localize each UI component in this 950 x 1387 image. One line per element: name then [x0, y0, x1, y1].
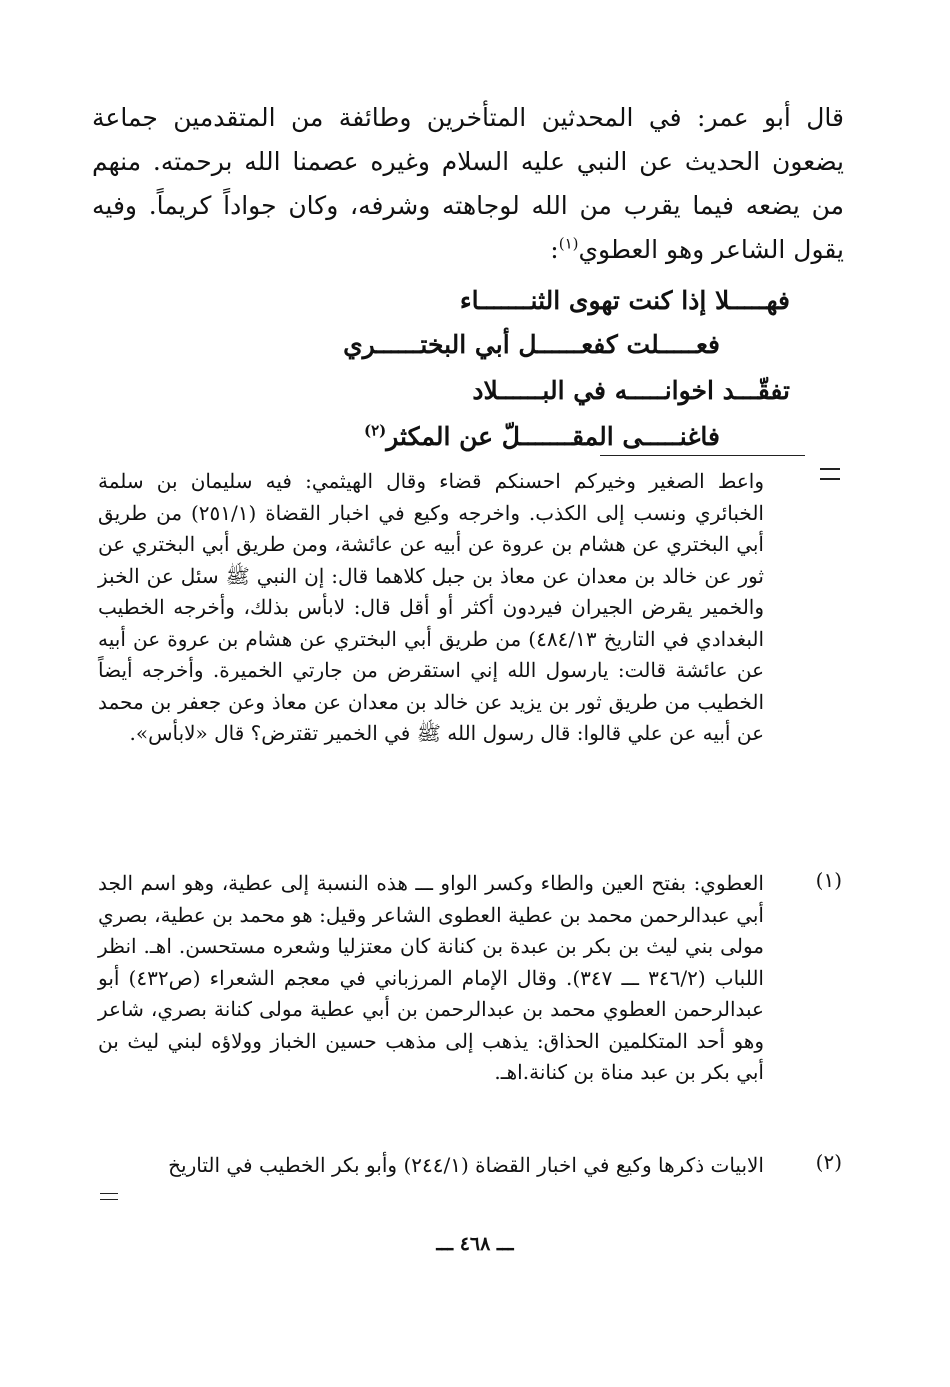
- continuation-marker-text: [820, 458, 837, 482]
- footnote-continuation: [98, 466, 764, 750]
- main-paragraph-text: قال أبو عمر: في المحدثين المتأخرين وطائفة من المتقدمين جماعة يضعون الحديث عن النبي عليه السلام وغيره عصمنا الله برحمته. منهم من يضعه فيما يقرب من الله لوجاهته وشرفه، وكان جواداً كريماً. وفيه يقول الشاعر وهو العطوي: [92, 103, 844, 264]
- page-number: ـــ ٤٦٨ ـــ: [436, 1233, 514, 1255]
- footnote-2: [98, 1150, 764, 1182]
- poem-verse-1: فهـــــلا إذا كنت تهوى الثنـــــــاء: [459, 286, 790, 315]
- poem-verse-2: فعـــــلت كفعــــــل أبي البختــــــري: [343, 330, 720, 359]
- continued-marker: [100, 1193, 118, 1200]
- main-paragraph-end: :: [550, 235, 559, 264]
- footnote-2-text: الابيات ذكرها وكيع في اخبار القضاة (٢٤٤/١) وأبو بكر الخطيب في التاريخ: [168, 1153, 764, 1177]
- footnote-2-number: (٢): [815, 1150, 842, 1174]
- footnote-continuation-text: واعط الصغير وخيركم احسنكم قضاء وقال الهيثمي: فيه سليمان بن سلمة الخبائري ونسب إلى الكذب. واخرجه وكيع في اخبار القضاة (٢٥١/١) من طريق أبي البختري عن هشام بن عروة عن أبيه عن عائشة، ومن طريق أبي البختري عن ثور عن خالد بن معدان عن معاذ بن جبل كلاهما قال: إن النبي ﷺ سئل عن الخبز والخمير يقرض الجيران فيردون أكثر أو أقل قال: لابأس بذلك، وأخرجه الخطيب البغدادي في التاريخ ٤٨٤/١٣) من طريق أبي البختري عن هشام بن عروة عن أبيه عن عائشة قالت: يارسول الله إني استقرض من جارتي الخميرة. وأخرجه أيضاً الخطيب من طريق ثور بن يزيد عن خالد بن معدان عن معاذ وعن جعفر بن محمد عن أبيه عن علي قالوا: قال رسول الله ﷺ في الخمير تقترض؟ قال «لابأس».: [98, 469, 765, 745]
- footnote-ref-2[interactable]: (٢): [363, 421, 387, 440]
- footnote-1-text: العطوي: بفتح العين والطاء وكسر الواو ـــ هذه النسبة إلى عطية، وهو اسم الجد أبي عبدالرحمن محمد بن عطية العطوى الشاعر وقيل: هو محمد بن عطية، بصري مولى بني ليث بن بكر بن عبدة بن كنانة كان معتزليا وشعره مستحسن. اهـ. انظر اللباب (٣٤٦/٢ ـــ ٣٤٧). وقال الإمام المرزباني في معجم الشعراء (ص٤٣٢) أبو عبدالرحمن العطوي محمد بن عبدالرحمن بن أبي عطية مولى كنانة بصري، شاعر وهو أحد المتكلمين الحذاق: يذهب إلى مذهب حسين الخباز وولاؤه لبني ليث بن أبي بكر بن عبد مناة بن كنانة.اهـ.: [98, 871, 764, 1084]
- footnote-ref-1[interactable]: (١): [558, 234, 579, 253]
- poem-verse-3: تفقّـــد اخوانـــــه في البــــــلاد: [472, 376, 790, 405]
- main-paragraph: [92, 96, 844, 272]
- footnote-divider: [600, 455, 805, 456]
- footnote-1: [98, 868, 764, 1089]
- poem-verse-4-text: فاغنـــــى المقـــــــلّ عن المكثر: [386, 422, 720, 451]
- footnote-1-number: (١): [815, 868, 842, 892]
- poem-verse-4: [364, 422, 720, 451]
